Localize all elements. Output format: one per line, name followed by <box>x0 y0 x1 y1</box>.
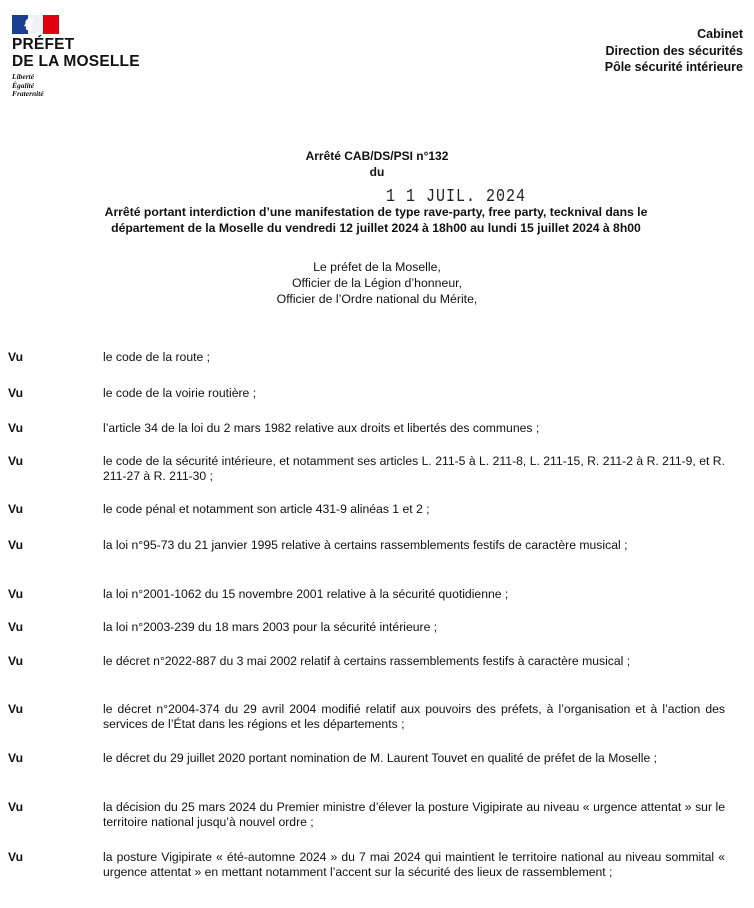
motto-egalite: Égalité <box>12 80 35 90</box>
service-direction: Direction des sécurités <box>605 43 743 58</box>
vu-text: la loi n°2001-1062 du 15 novembre 2001 relative à la sécurité quotidienne ; <box>103 587 509 601</box>
vu-text: le décret n°2004-374 du 29 avril 2004 modifié relatif aux pouvoirs des préfets, à l’organisation et à l’action des services de l’État dans les régions et les départements ; <box>103 702 725 731</box>
vu-text: le code de la route ; <box>103 350 211 364</box>
vu-text: la loi n°95-73 du 21 janvier 1995 relative à certains rassemblements festifs de caractère musical ; <box>103 538 628 552</box>
service-pole: Pôle sécurité intérieure <box>604 60 743 74</box>
prefecture-name-line2: DE LA MOSELLE <box>12 53 140 70</box>
service-cabinet: Cabinet <box>697 27 743 41</box>
arrete-title-line1: Arrêté portant interdiction d’une manifestation de type rave-party, free party, tecknival dans le <box>104 205 648 219</box>
vu-label: Vu <box>8 454 24 468</box>
vu-text: le décret du 29 juillet 2020 portant nomination de M. Laurent Touvet en qualité de préfet de la Moselle ; <box>103 751 657 765</box>
vu-label: Vu <box>8 386 24 400</box>
vu-label: Vu <box>8 751 24 765</box>
vu-label: Vu <box>8 702 24 716</box>
vu-label: Vu <box>8 502 24 516</box>
vu-label: Vu <box>8 538 24 552</box>
vu-text: la loi n°2003-239 du 18 mars 2003 pour la sécurité intérieure ; <box>103 620 438 634</box>
vu-text: le code pénal et notamment son article 431-9 alinéas 1 et 2 ; <box>103 502 430 516</box>
vu-text: l’article 34 de la loi du 2 mars 1982 relative aux droits et libertés des communes ; <box>103 421 540 435</box>
vu-label: Vu <box>8 850 24 864</box>
vu-text: le code de la voirie routière ; <box>103 386 257 400</box>
prefect-honour-legion: Officier de la Légion d’honneur, <box>291 276 462 290</box>
arrete-title-line2: département de la Moselle du vendredi 12 juillet 2024 à 18h00 au lundi 15 juillet 2024 à 8h00 <box>111 221 641 235</box>
prefecture-name-line1: PRÉFET <box>12 36 75 53</box>
vu-text: le décret n°2022-887 du 3 mai 2002 relatif à certains rassemblements festifs à caractère musical ; <box>103 654 631 668</box>
vu-label: Vu <box>8 350 24 364</box>
vu-label: Vu <box>8 800 24 814</box>
motto-liberte: Liberté <box>12 72 35 81</box>
vu-text: le code de la sécurité intérieure, et notamment ses articles L. 211-5 à L. 211-8, L. 211-15, R. 211-2 à R. 211-9, et R. 211-27 à R. 211-30 ; <box>103 454 725 483</box>
prefect-honour-merite: Officier de l’Ordre national du Mérite, <box>276 292 478 306</box>
vu-label: Vu <box>8 587 24 601</box>
motto-fraternite: Fraternité <box>12 89 44 98</box>
vu-label: Vu <box>8 654 24 668</box>
arrete-number: Arrêté CAB/DS/PSI n°132 <box>305 149 449 163</box>
date-stamp: 1 1 JUIL. 2024 <box>386 186 527 208</box>
prefect-title: Le préfet de la Moselle, <box>313 260 441 274</box>
vu-text: la décision du 25 mars 2024 du Premier ministre d’élever la posture Vigipirate au niveau « urgence attentat » sur le territoire national jusqu’à nouvel ordre ; <box>103 800 725 829</box>
vu-label: Vu <box>8 620 24 634</box>
vu-label: Vu <box>8 421 24 435</box>
arrete-du: du <box>369 165 385 179</box>
vu-text: la posture Vigipirate « été-automne 2024 » du 7 mai 2024 qui maintient le territoire national au niveau sommital « urgence attentat » en mettant notamment l’accent sur la sécurité des lieux de rassemblement ; <box>103 850 725 879</box>
